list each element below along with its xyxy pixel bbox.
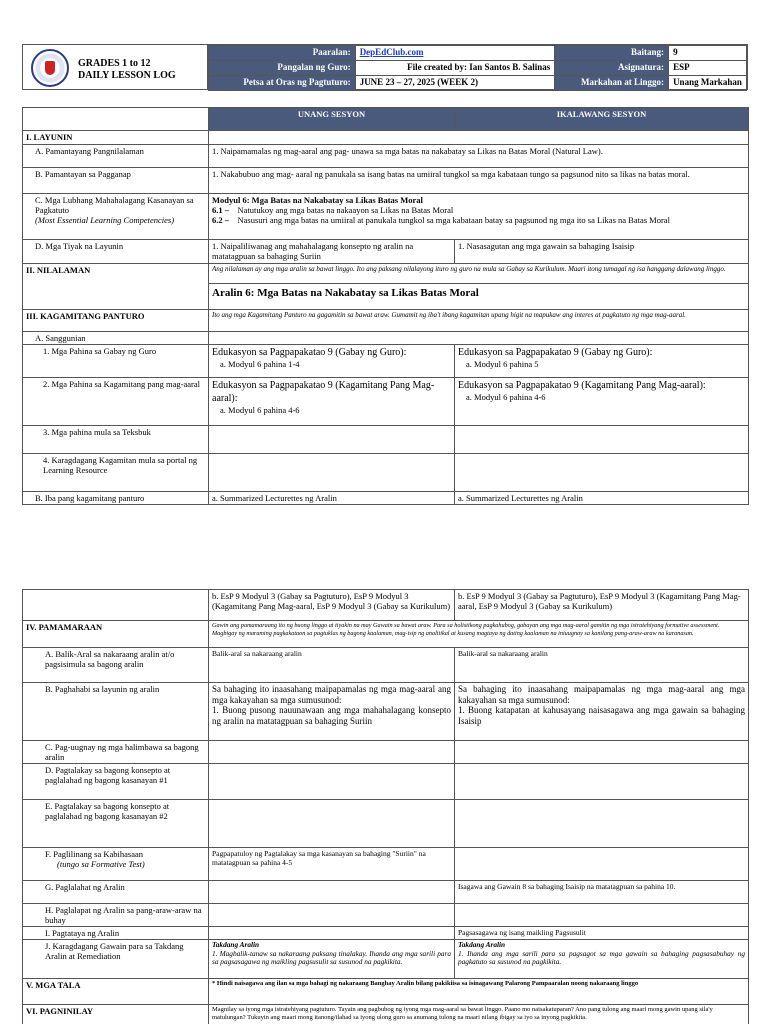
tiyak-layunin-label: D. Mga Tiyak na Layunin <box>23 240 209 264</box>
ref2-s2-title: Edukasyon sa Pagpapakatao 9 (Kagamitang Pang Mag-aaral): <box>458 380 706 391</box>
mga-tala-heading: V. MGA TALA <box>23 979 209 1005</box>
iba-pang-kagamitan-label: B. Iba pang kagamitang panturo <box>23 492 209 505</box>
pagtalakay2-label: E. Pagtalakay sa bagong konsepto at paglalahad ng bagong kasanayan #2 <box>23 800 209 848</box>
paglalahat-s2: Isagawa ang Gawain 8 sa bahaging Isaisip na matatagpuan sa pahina 10. <box>455 881 749 904</box>
guro-label: Pangalan ng Guro: <box>209 61 356 76</box>
kagamitan-note: Ito ang mga Kagamitang Panturo na gagamitin sa bawat araw. Gumamit ng iba't ibang kagamitan upang higit na mapukaw ang interes at pagkatuto ng mga mag-aaral. <box>209 310 749 332</box>
paglilinang-s1: Pagpapatuloy ng Pagtalakay sa mga kasanayan sa bahaging "Suriin" na matatagpuan sa pahina 4-5 <box>209 848 455 881</box>
paghahabi-s2: Sa bahaging ito inaasahang maipapamalas ng mga mag-aaral ang mga kakayahan sa mga sumusunod: 1. Buong katapatan at kahusayang naisasagawa ang mga gawain sa bahaging Isaisip <box>455 683 749 741</box>
modyul-title: Modyul 6: Mga Batas na Nakabatay sa Likas Batas Moral <box>212 195 423 205</box>
pamantayan-pagganap-label: B. Pamantayan sa Pagganap <box>23 168 209 194</box>
sanggunian-label: A. Sanggunian <box>23 332 209 345</box>
pagtataya-label: I. Pagtataya ng Aralin <box>23 927 209 940</box>
pagtataya-s2: Pagsasagawa ng isang maikling Pagsusulit <box>455 927 749 940</box>
ref1-s1-sub: a. Modyul 6 pahina 1-4 <box>220 359 300 369</box>
pamantayang-pangnilalaman-label: A. Pamantayang Pangnilalaman <box>23 145 209 168</box>
lesson-table-part2 <box>22 589 749 1024</box>
ref-teksbuk-label: 3. Mga pahina mula sa Teksbuk <box>23 426 209 454</box>
cont-s1: b. EsP 9 Modyul 3 (Gabay sa Pagtuturo), EsP 9 Modyul 3 (Kagamitang Pang Mag-aaral, EsP 9 Modyul 3 (Gabay sa Kurikulum) <box>209 590 455 621</box>
pamamaraan-note: Gawin ang pamamaraang ito ng buong linggo at tiyakin na may Gawain sa bawat araw. Para sa holistikong pagkahubog, gabayan ang mga mag-aaral gamitin ng mga istratehiyang formative assessment. Magbigay ng maraming pagkakataon sa pagtuklas ng bagong kaalaman, mag-isip ng analitikal at kusang magtaya ng dating kaalaman na iniuugnay sa kanilang pang-araw-araw na karanasan. <box>209 621 749 648</box>
balik-aral-s1: Balik-aral sa nakaraang aralin <box>209 648 455 683</box>
col-unang-sesyon: UNANG SESYON <box>209 108 455 131</box>
header-block <box>22 44 748 90</box>
paghahabi-s1: Sa bahaging ito inaasahang maipapamalas ng mga mag-aaral ang mga kakayahan sa mga sumusunod: 1. Buong pusong nauunawaan ang mga mahahalagang konsepto ng aralin na matatagpuan sa bahaging Suriin <box>209 683 455 741</box>
aralin-title: Aralin 6: Mga Batas na Nakabatay sa Likas Batas Moral <box>209 284 749 310</box>
mga-tala-text: * Hindi naisagawa ang ilan sa mga bahagi ng nakaraang Banghay Aralin bilang pakikiisa sa isinagawang Palarong Pampaaralan noong nakaraang linggo <box>209 979 749 1005</box>
petsa-label: Petsa at Oras ng Pagtuturo: <box>209 76 356 91</box>
balik-aral-label: A. Balik-Aral sa nakaraang aralin at/o pagsisimula sa bagong aralin <box>23 648 209 683</box>
header-title <box>78 58 176 82</box>
tiyak-layunin-s2: 1. Nasasagutan ang mga gawain sa bahaging Isaisip <box>455 240 749 264</box>
paghahabi-label: B. Paghahabi sa layunin ng aralin <box>23 683 209 741</box>
takdang-aralin-s2: 1. Ihanda ang mga sarili para sa pagsagot sa mga gawain sa bahaging pagsasabuhay ng pagkatuto sa susunod na pagkikita. <box>458 948 745 967</box>
pamantayang-pangnilalaman-text: 1. Naipamamalas ng mag-aaral ang pag- unawa sa mga batas na nakabatay sa Likas na Batas Moral (Natural Law). <box>209 145 749 168</box>
header-title-line2: DAILY LESSON LOG <box>78 70 176 81</box>
competency-6-1-num: 6.1 – <box>212 205 229 215</box>
header-title-line1: GRADES 1 to 12 <box>78 58 151 69</box>
deped-seal-icon <box>31 49 69 87</box>
pagninilay-text: Magnilay sa iyong mga istratehiyang pagtuturo. Tayain ang pagbubog ng iyong mga mag-aaral sa bawat linggo. Paano mo naisakatuparan? Ano pang tulong ang maari mong gawin upang sila'y matulungan? Tukuyin ang maari mong itanong/ilahad sa iyong ulong guro sa anumang tulong na maari nilang ibigay sa iyo sa inyong pagkikita. <box>209 1005 749 1024</box>
baitang-value: 9 <box>669 46 747 61</box>
kagamitan-heading: III. KAGAMITANG PANTURO <box>23 310 209 332</box>
iba-pang-kagamitan-s1: a. Summarized Lecturettes ng Aralin <box>209 492 455 505</box>
lesson-table-part1 <box>22 107 749 505</box>
pagtalakay1-label: D. Pagtalakay sa bagong konsepto at paglalahad ng bagong kasanayan #1 <box>23 764 209 800</box>
header-info-table <box>208 45 747 91</box>
iba-pang-kagamitan-s2: a. Summarized Lecturettes ng Aralin <box>455 492 749 505</box>
pag-uugnay-label: C. Pag-uugnay ng mga halimbawa sa bagong aralin <box>23 741 209 764</box>
layunin-heading: I. LAYUNIN <box>23 131 209 145</box>
melc-label: C. Mga Lubhang Mahahalagang Kasanayan sa Pagkatuto <box>35 195 194 215</box>
competency-6-1: Natutukoy ang mga batas na nakaayon sa Likas na Batas Moral <box>237 205 454 215</box>
ref-kagamitan-label: 2. Mga Pahina sa Kagamitang pang mag-aaral <box>23 378 209 426</box>
baitang-label: Baitang: <box>555 46 669 61</box>
ref2-s2-sub: a. Modyul 6 pahina 4-6 <box>466 392 546 402</box>
paglalahat-label: G. Paglalahat ng Aralin <box>23 881 209 904</box>
pamantayan-pagganap-text: 1. Nakabubuo ang mag- aaral ng panukala sa isang batas na umiiral tungkol sa mga kabataan tungo sa pagsunod nito sa likas na batas moral. <box>209 168 749 194</box>
asignatura-label: Asignatura: <box>555 61 669 76</box>
ref2-s1-title: Edukasyon sa Pagpapakatao 9 (Kagamitang Pang Mag-aaral): <box>212 380 435 404</box>
paglilinang-label-italic: (tungo sa Formative Test) <box>57 859 145 869</box>
competency-6-2-num: 6.2 – <box>212 215 229 225</box>
ref1-s2-title: Edukasyon sa Pagpapakatao 9 (Gabay ng Guro): <box>458 347 653 358</box>
asignatura-value: ESP <box>669 61 747 76</box>
ref2-s1-sub: a. Modyul 6 pahina 4-6 <box>220 405 300 415</box>
ref-portal-label: 4. Karagdagang Kagamitan mula sa portal ng Learning Resource <box>23 454 209 492</box>
header-logo-cell <box>23 45 208 89</box>
pamamaraan-heading: IV. PAMAMARAAN <box>23 621 209 648</box>
markahan-value: Unang Markahan <box>669 76 747 91</box>
ref1-s2-sub: a. Modyul 6 pahina 5 <box>466 359 539 369</box>
ref-gabay-guro-label: 1. Mga Pahina sa Gabay ng Guro <box>23 345 209 378</box>
guro-value: File created by: Ian Santos B. Salinas <box>355 61 555 76</box>
melc-label-italic: (Most Essential Learning Competencies) <box>35 215 175 225</box>
balik-aral-s2: Balik-aral sa nakaraang aralin <box>455 648 749 683</box>
markahan-label: Markahan at Linggo: <box>555 76 669 91</box>
ref1-s1-title: Edukasyon sa Pagpapakatao 9 (Gabay ng Guro): <box>212 347 407 358</box>
tiyak-layunin-s1: 1. Naipaliliwanag ang mahahalagang konsepto ng aralin na matatagpuan sa bahaging Suriin <box>209 240 455 264</box>
takdang-aralin-s2-title: Takdang Aralin <box>458 940 506 949</box>
takdang-aralin-s1: 1. Magbalik-tanaw sa nakaraang paksang tinalakay. Ihanda ang mga sarili para sa pagsasagawa ng maikling pagsusulit sa susunod na pagkikita. <box>212 948 451 967</box>
paglilinang-label: F. Paglilinang sa Kabihasaan <box>45 849 143 859</box>
competency-6-2: Nasusuri ang mga batas na umiiral at panukala tungkol sa mga kabataan batay sa pagsunod ng mga ito sa Likas na Batas Moral <box>237 215 670 225</box>
takdang-aralin-label: J. Karagdagang Gawain para sa Takdang Aralin at Remediation <box>23 940 209 979</box>
col-ikalawang-sesyon: IKALAWANG SESYON <box>455 108 749 131</box>
petsa-value: JUNE 23 – 27, 2025 (WEEK 2) <box>355 76 555 91</box>
paglalapat-label: H. Paglalapat ng Aralin sa pang-araw-araw na buhay <box>23 904 209 927</box>
nilalaman-heading: II. NILALAMAN <box>23 264 209 310</box>
takdang-aralin-s1-title: Takdang Aralin <box>212 940 260 949</box>
paaralan-link[interactable]: DepEdClub.com <box>359 47 424 57</box>
cont-s2: b. EsP 9 Modyul 3 (Gabay sa Pagtuturo), EsP 9 Modyul 3 (Kagamitang Pang Mag-aaral, EsP 9 Modyul 3 (Gabay sa Kurikulum) <box>455 590 749 621</box>
pagninilay-heading: VI. PAGNINILAY <box>23 1005 209 1024</box>
nilalaman-note: Ang nilalaman ay ang mga aralin sa bawat linggo. Ito ang paksang nilalayong ituro ng guro na mula sa Gabay sa Kurikulum. Maari itong tumagal ng isa hanggang dalawang linggo. <box>209 264 749 284</box>
paaralan-label: Paaralan: <box>209 46 356 61</box>
